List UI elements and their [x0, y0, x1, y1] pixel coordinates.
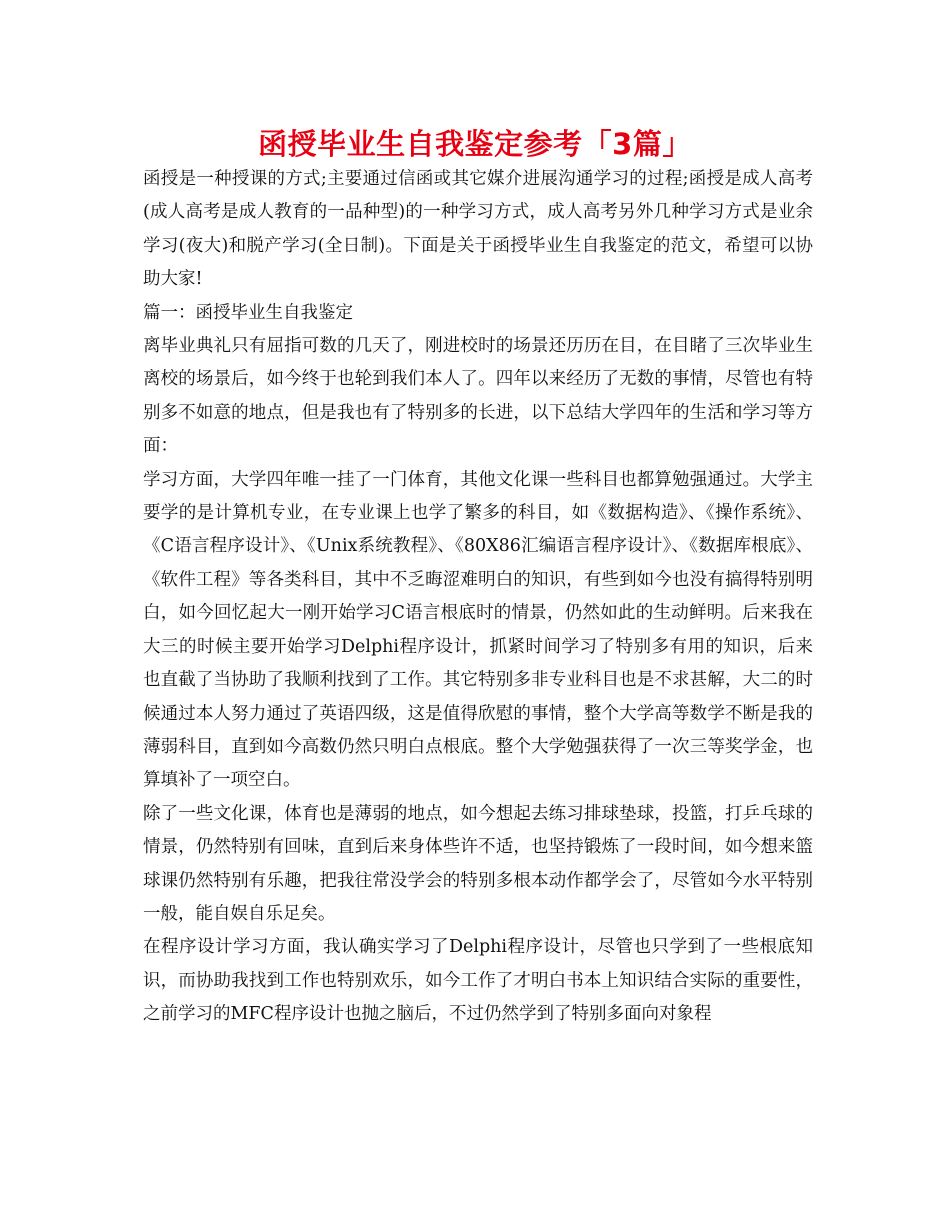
document-title: 函授毕业生自我鉴定参考「3篇」	[258, 127, 692, 161]
body-paragraph: 除了一些文化课，体育也是薄弱的地点，如今想起去练习排球垫球，投篮，打乒乓球的情景，仍然特别有回味，直到后来身体些许不适，也坚持锻炼了一段时间，如今想来篮球课仍然特别有乐趣，把我往常没学会的特别多根本动作都学会了，尽管如今水平特别一般，能自娱自乐足矣。	[143, 803, 813, 924]
body-paragraph: 离毕业典礼只有屈指可数的几天了，刚进校时的场景还历历在目，在目睹了三次毕业生离校的场景后，如今终于也轮到我们本人了。四年以来经历了无数的事情，尽管也有特别多不如意的地点，但是我也有了特别多的长进，以下总结大学四年的生活和学习等方面：	[143, 336, 813, 457]
section-heading: 篇一：函授毕业生自我鉴定	[143, 302, 353, 323]
body-paragraph: 学习方面，大学四年唯一挂了一门体育，其他文化课一些科目也都算勉强通过。大学主要学的是计算机专业，在专业课上也学了繁多的科目，如《数据构造》、《操作系统》、《C语言程序设计》、《Unix系统教程》、《80X86汇编语言程序设计》、《数据库根底》、《软件工程》等各类科目，其中不乏晦涩难明白的知识，有些到如今也没有搞得特别明白，如今回忆起大一刚开始学习C语言根底时的情景，仍然如此的生动鲜明。后来我在大三的时候主要开始学习Delphi程序设计，抓紧时间学习了特别多有用的知识，后来也直截了当协助了我顺利找到了工作。其它特别多非专业科目也是不求甚解，大二的时候通过本人努力通过了英语四级，这是值得欣慰的事情，整个大学高等数学不断是我的薄弱科目，直到如今高数仍然只明白点根底。整个大学勉强获得了一次三等奖学金，也算填补了一项空白。	[143, 469, 813, 791]
body-paragraph: 在程序设计学习方面，我认确实学习了Delphi程序设计，尽管也只学到了一些根底知识，而协助我找到工作也特别欢乐，如今工作了才明白书本上知识结合实际的重要性，之前学习的MFC程序设计也抛之脑后，不过仍然学到了特别多面向对象程	[143, 937, 813, 1025]
document-body	[143, 163, 813, 1032]
intro-paragraph: 函授是一种授课的方式;主要通过信函或其它媒介进展沟通学习的过程;函授是成人高考(成人高考是成人教育的一品种型)的一种学习方式，成人高考另外几种学习方式是业余学习(夜大)和脱产学习(全日制)。下面是关于函授毕业生自我鉴定的范文，希望可以协助大家!	[143, 169, 813, 290]
